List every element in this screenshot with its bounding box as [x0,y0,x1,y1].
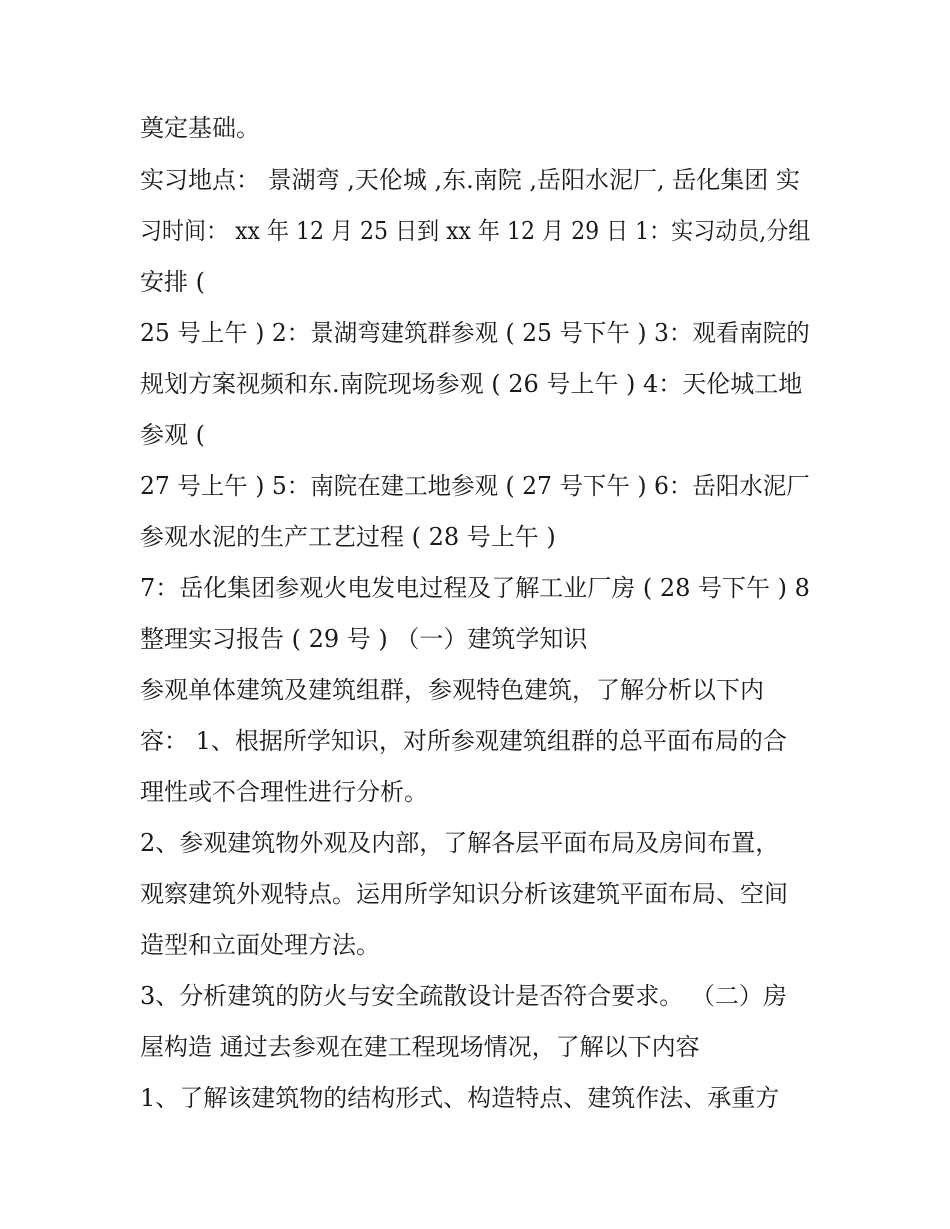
text-line: 3、分析建筑的防火与安全疏散设计是否符合要求。 （二）房 [140,982,787,1010]
text-line: 2、参观建筑物外观及内部，了解各层平面布局及房间布置， [140,829,780,857]
text-line: 奠定基础。 [140,114,260,142]
text-line: 参观水泥的生产工艺过程 ( 28 号上午 ) [140,523,556,551]
text-line: 参观单体建筑及建筑组群，参观特色建筑，了解分析以下内 [140,676,764,704]
text-line: 实习地点： 景湖弯 ,天伦城 ,东.南院 ,岳阳水泥厂, 岳化集团 实 [140,166,800,194]
text-line: 25 号上午 ) 2：景湖弯建筑群参观 ( 25 号下午 ) 3：观看南院的 [140,319,810,347]
text-line: 安排 ( [140,268,205,296]
text-line: 观察建筑外观特点。运用所学知识分析该建筑平面布局、空间 [140,880,788,908]
text-line: 27 号上午 ) 5：南院在建工地参观 ( 27 号下午 ) 6：岳阳水泥厂 [140,472,810,500]
text-line: 7：岳化集团参观火电发电过程及了解工业厂房 ( 28 号下午 ) 8 [140,574,810,602]
text-line: 造型和立面处理方法。 [140,931,380,959]
text-line: 1、了解该建筑物的结构形式、构造特点、建筑作法、承重方 [140,1084,780,1112]
text-line: 习时间： xx 年 12 月 25 日到 xx 年 12 月 29 日 1：实习动员,分组 [140,217,811,245]
text-line: 参观 ( [140,421,205,449]
text-line: 容： 1、根据所学知识，对所参观建筑组群的总平面布局的合 [140,727,787,755]
text-line: 整理实习报告 ( 29 号 ) （一）建筑学知识 [140,625,588,653]
text-line: 理性或不合理性进行分析。 [140,778,428,806]
text-line: 规划方案视频和东.南院现场参观 ( 26 号上午 ) 4：天伦城工地 [140,370,803,398]
text-line: 屋构造 通过去参观在建工程现场情况，了解以下内容 [140,1033,700,1061]
